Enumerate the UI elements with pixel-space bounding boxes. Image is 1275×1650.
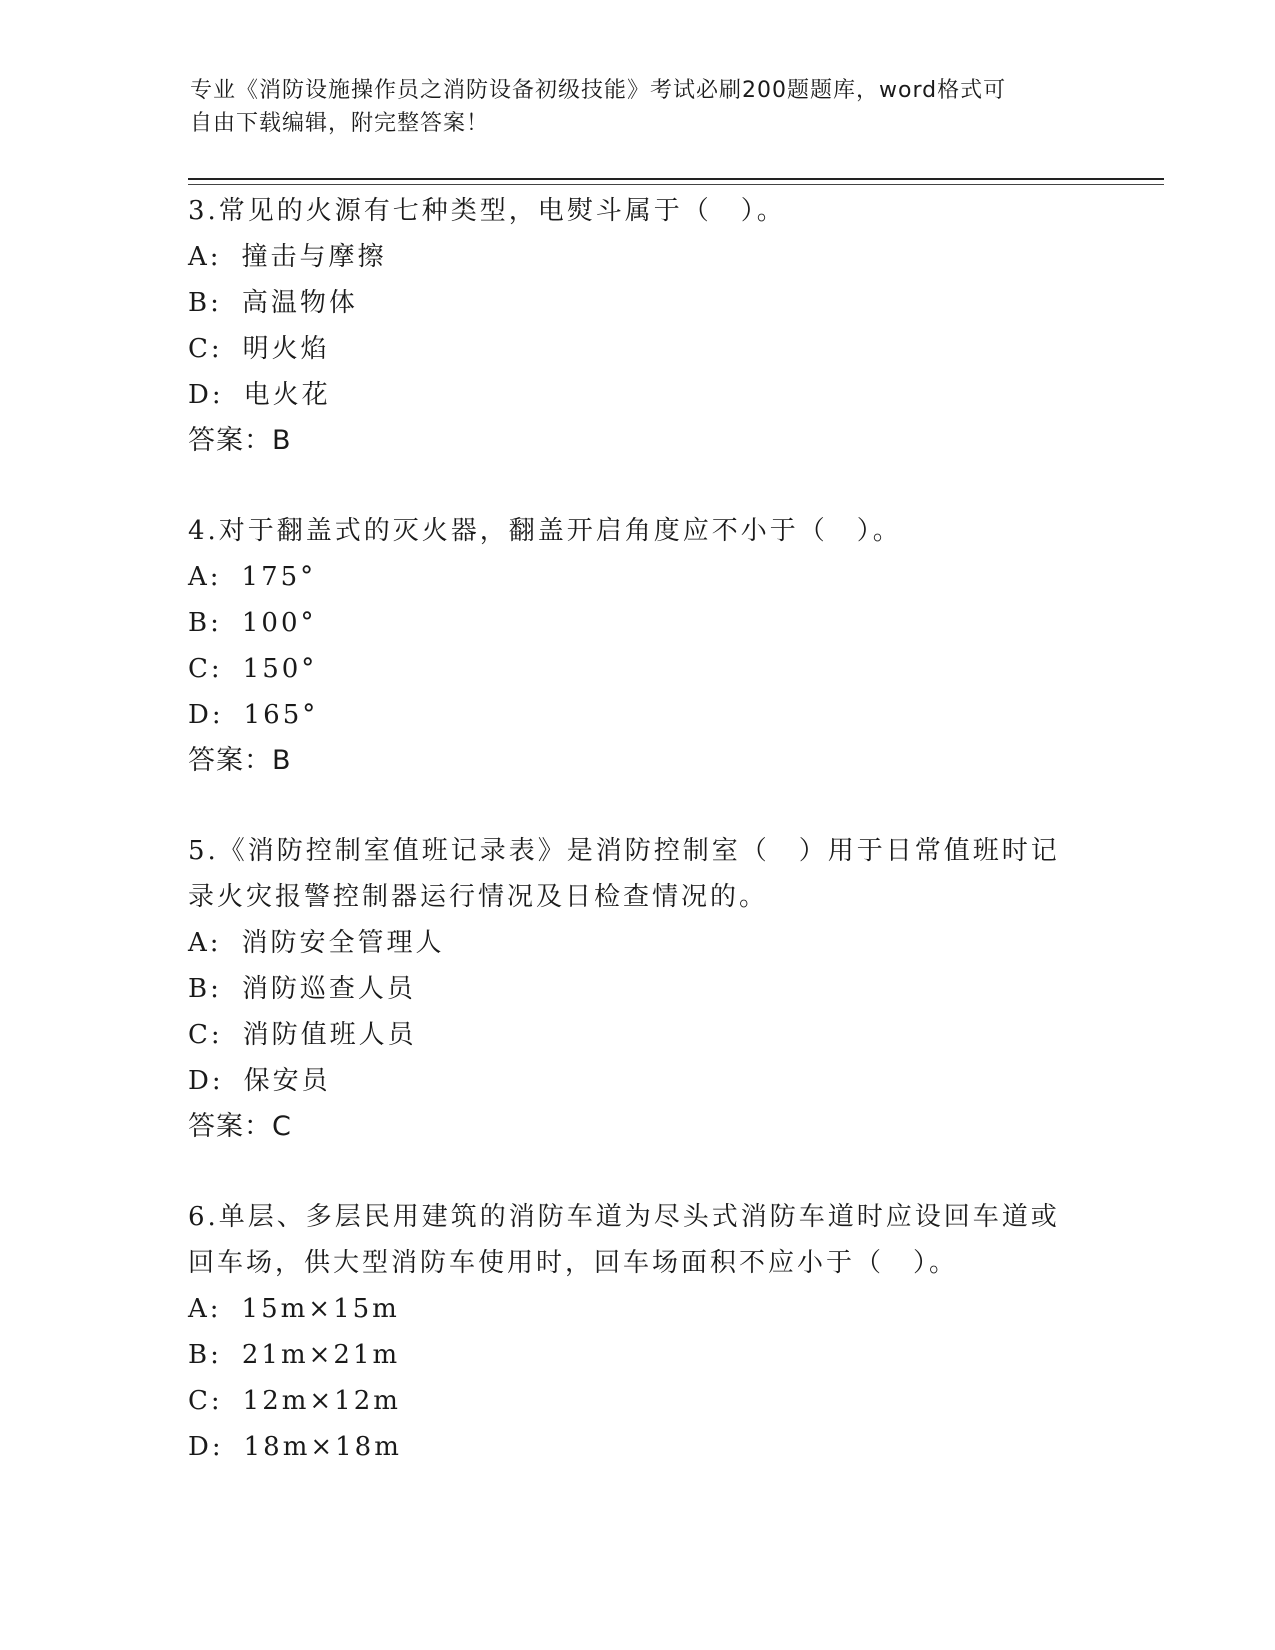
option-text: 电火花 [243,380,331,410]
header-line-1: 专业《消防设施操作员之消防设备初级技能》考试必刷200题题库，word格式可 [190,78,1007,103]
option-text: 165° [243,700,319,730]
option-a [188,554,1088,600]
option-text: 15m×15m [241,1294,400,1324]
header-rule-thick [188,178,1164,180]
option-text: 175° [241,562,317,592]
question-6 [188,1194,1088,1470]
option-key: C: [188,334,223,364]
option-text: 高温物体 [241,288,358,318]
option-d [188,692,1088,738]
option-text: 消防巡查人员 [241,974,416,1004]
option-text: 保安员 [243,1066,331,1096]
option-a [188,920,1088,966]
option-text: 100° [241,608,317,638]
option-b [188,1332,1088,1378]
option-key: B: [188,288,222,318]
option-key: B: [188,974,222,1004]
option-a [188,1286,1088,1332]
answer-line: 答案：C [188,1111,292,1142]
question-3 [188,188,1088,464]
option-c [188,1012,1088,1058]
question-4 [188,508,1088,784]
option-b [188,280,1088,326]
header-rule-thin [188,184,1164,185]
option-key: A: [188,928,222,958]
option-key: D: [188,1432,224,1462]
option-a [188,234,1088,280]
option-text: 21m×21m [241,1340,401,1370]
option-c [188,1378,1088,1424]
option-c [188,646,1088,692]
option-key: A: [188,562,222,592]
option-text: 消防安全管理人 [241,928,445,958]
option-key: C: [188,654,223,684]
question-text: 6.单层、多层民用建筑的消防车道为尽头式消防车道时应设回车道或回车场，供大型消防车使用时，回车场面积不应小于（ ）。 [188,1202,1060,1278]
option-key: C: [188,1020,223,1050]
option-d [188,372,1088,418]
option-key: A: [188,242,222,272]
question-5 [188,828,1088,1150]
option-d [188,1424,1088,1470]
option-key: B: [188,1340,222,1370]
option-b [188,600,1088,646]
option-key: B: [188,608,222,638]
option-key: D: [188,700,224,730]
question-text: 3.常见的火源有七种类型，电熨斗属于（ ）。 [188,196,786,226]
answer-line: 答案：B [188,745,292,776]
option-d [188,1058,1088,1104]
option-key: D: [188,380,224,410]
document-header [190,74,1090,140]
option-c [188,326,1088,372]
question-text: 5.《消防控制室值班记录表》是消防控制室（ ）用于日常值班时记录火灾报警控制器运行情况及日检查情况的。 [188,836,1060,912]
option-text: 12m×12m [242,1386,401,1416]
option-text: 150° [242,654,318,684]
question-text: 4.对于翻盖式的灭火器，翻盖开启角度应不小于（ ）。 [188,516,902,546]
question-list [188,188,1088,1470]
option-text: 撞击与摩擦 [241,242,387,272]
option-text: 消防值班人员 [242,1020,417,1050]
answer-line: 答案：B [188,425,292,456]
option-key: A: [188,1294,222,1324]
option-key: D: [188,1066,224,1096]
option-text: 18m×18m [243,1432,402,1462]
option-text: 明火焰 [242,334,330,364]
option-b [188,966,1088,1012]
header-line-2: 自由下载编辑，附完整答案！ [190,111,490,136]
option-key: C: [188,1386,223,1416]
